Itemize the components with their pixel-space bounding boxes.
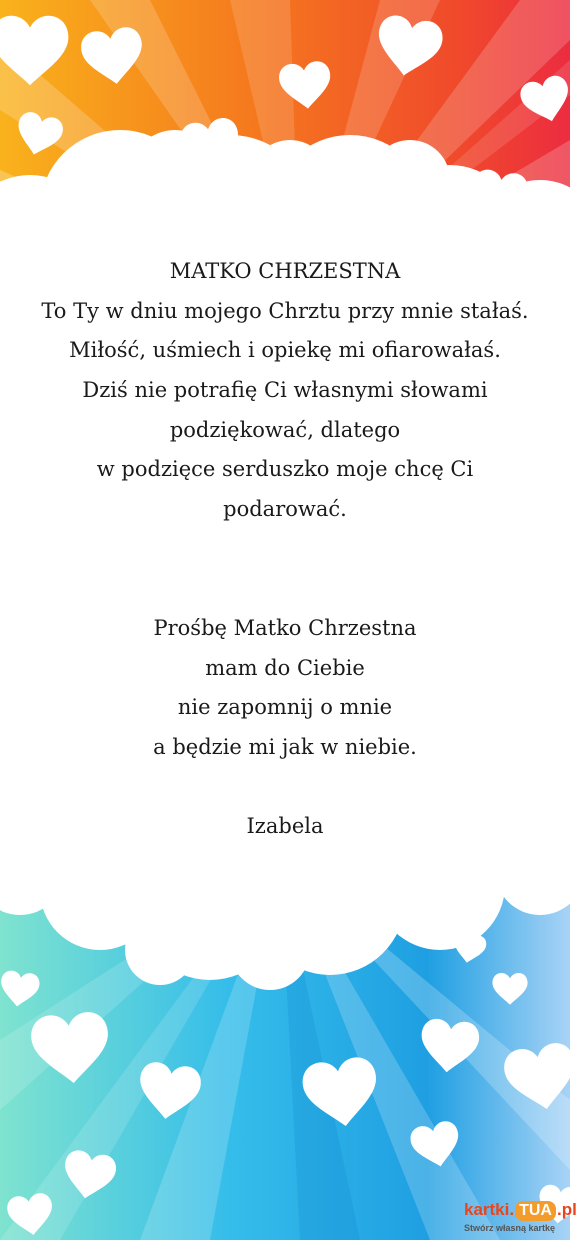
logo-name: kartki. bbox=[464, 1200, 515, 1219]
poem bbox=[0, 252, 570, 846]
verse-line: Dziś nie potrafię Ci własnymi słowami bbox=[82, 378, 488, 403]
logo-wordmark bbox=[464, 1200, 577, 1221]
verse-line: mam do Ciebie bbox=[205, 655, 365, 680]
logo-badge: TUA bbox=[515, 1201, 556, 1221]
logo-tagline: Stwórz własną kartkę bbox=[464, 1223, 556, 1233]
verse-line: Miłość, uśmiech i opiekę mi ofiarowałaś. bbox=[69, 338, 501, 363]
stanza-spacer bbox=[0, 768, 570, 807]
stanza-spacer bbox=[0, 530, 570, 609]
verse-line: podziękować, dlatego bbox=[169, 417, 401, 442]
signature: Izabela bbox=[246, 813, 324, 838]
verse-line: podarować. bbox=[223, 497, 347, 522]
verse-line: Prośbę Matko Chrzestna bbox=[153, 615, 417, 640]
verse-line: nie zapomnij o mnie bbox=[177, 695, 393, 720]
card-title: MATKO CHRZESTNA bbox=[169, 259, 401, 283]
verse-line: To Ty w dniu mojego Chrztu przy mnie stałaś. bbox=[41, 298, 529, 323]
verse-line: w podzięce serduszko moje chcę Ci bbox=[96, 457, 474, 482]
site-logo[interactable] bbox=[462, 1198, 577, 1238]
logo-suffix: .pl bbox=[556, 1200, 577, 1219]
verse-line: a będzie mi jak w niebie. bbox=[153, 734, 417, 759]
